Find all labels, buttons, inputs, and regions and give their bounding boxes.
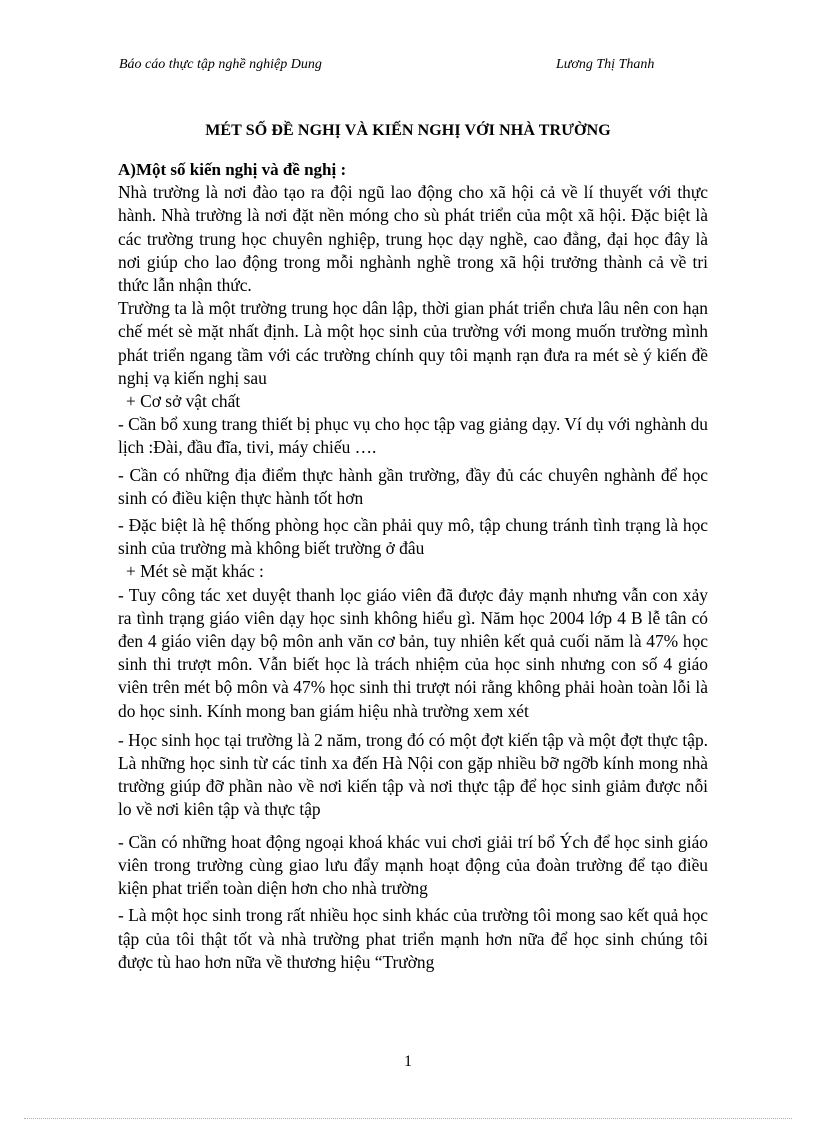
body-text bbox=[118, 158, 708, 974]
list-item: - Cần bổ xung trang thiết bị phục vụ cho học tập vag giảng dạy. Ví dụ với nghành du lịch :Đài, đầu đĩa, tivi, máy chiếu …. bbox=[118, 414, 708, 458]
list-item: - Học sinh học tại trường là 2 năm, trong đó có một đợt kiến tập và một đợt thực tập. Là những học sinh từ các tỉnh xa đến Hà Nội con gặp nhiều bỡ ngỡb kính mong nhà trường giúp đỡ phần nào về nơi kiến tập và nơi thực tập để học sinh giảm được nỗi lo về nơi kiên tập và thực tập bbox=[118, 729, 708, 820]
section-heading: A)Một số kiến nghị và đề nghị : bbox=[118, 160, 347, 179]
list-item: - Cần có những địa điểm thực hành gần trường, đầy đủ các chuyên nghành để học sinh có điều kiện thực hành tốt hơn bbox=[118, 464, 708, 508]
list-item: - Cần có những hoat động ngoại khoá khác vui chơi giải trí bổ Ých để học sinh giáo viên trong trường cùng giao lưu đẩy mạnh hoạt động của đoàn trường để tạo điều kiện phat triển toàn diện hơn cho nhà trường bbox=[118, 831, 708, 899]
list-item: - Tuy công tác xet duyệt thanh lọc giáo viên đã được đảy mạnh nhưng vẫn con xảy ra tình trạng giáo viên dạy học sinh không hiểu gì. Năm học 2004 lớp 4 B lễ tân có đen 4 giáo viên dạy bộ môn anh văn cơ bản, tuy nhiên kết quả cuối năm là 47% học sinh thi trượt môn. Vẫn biết học là trách nhiệm của học sinh nhưng con số 4 giáo viên trên mét bộ môn và 47% học sinh thi trượt nói rằng không phải hoàn toàn lỗi là do học sinh. Kính mong ban giám hiệu nhà trường xem xét bbox=[118, 584, 708, 721]
footer-divider bbox=[24, 1118, 792, 1119]
header-report-title: Báo cáo thực tập nghề nghiệp Dung bbox=[119, 57, 322, 72]
page-number: 1 bbox=[404, 1053, 412, 1070]
list-item: - Đặc biệt là hệ thống phòng học cần phải quy mô, tập chung tránh tình trạng là học sinh của trường mà không biết trường ở đâu bbox=[118, 515, 708, 559]
paragraph-school: Trường ta là một trường trung học dân lập, thời gian phát triển chưa lâu nên con hạn chế mét sè mặt nhất định. Là một học sinh của trường với mong muốn trường mình phát triển ngang tầm với các trường chính quy tôi mạnh rạn đưa ra mét sè ý kiến đề nghị vạ kiến nghị sau bbox=[118, 298, 708, 388]
page-title: MÉT SỐ ĐỀ NGHỊ VÀ KIẾN NGHỊ VỚI NHÀ TRƯỜNG bbox=[205, 122, 611, 139]
header-author: Lương Thị Thanh bbox=[556, 57, 655, 72]
subheading-facilities: + Cơ sở vật chất bbox=[126, 391, 241, 412]
subheading-other: + Mét sè mặt khác : bbox=[126, 561, 264, 582]
list-item: - Là một học sinh trong rất nhiều học sinh khác của trường tôi mong sao kết quả học tập của tôi thật tốt và nhà trường phat triển mạnh hơn nữa để học sinh chúng tôi được tù hao hơn nữa về thương hiệu “Trường bbox=[118, 905, 708, 972]
paragraph-intro: Nhà trường là nơi đào tạo ra đội ngũ lao động cho xã hội cả về lí thuyết với thực hành. Nhà trường là nơi đặt nền móng cho sù phát triển của một xã hội. Đặc biệt là các trường trung học chuyên nghiệp, trung học dạy nghề, cao đẳng, đại học đây là nơi giúp cho lao động trong mỗi nghành nghề trong xã hội trưởng thành cả về tri thức lẫn nhận thức. bbox=[118, 182, 708, 296]
